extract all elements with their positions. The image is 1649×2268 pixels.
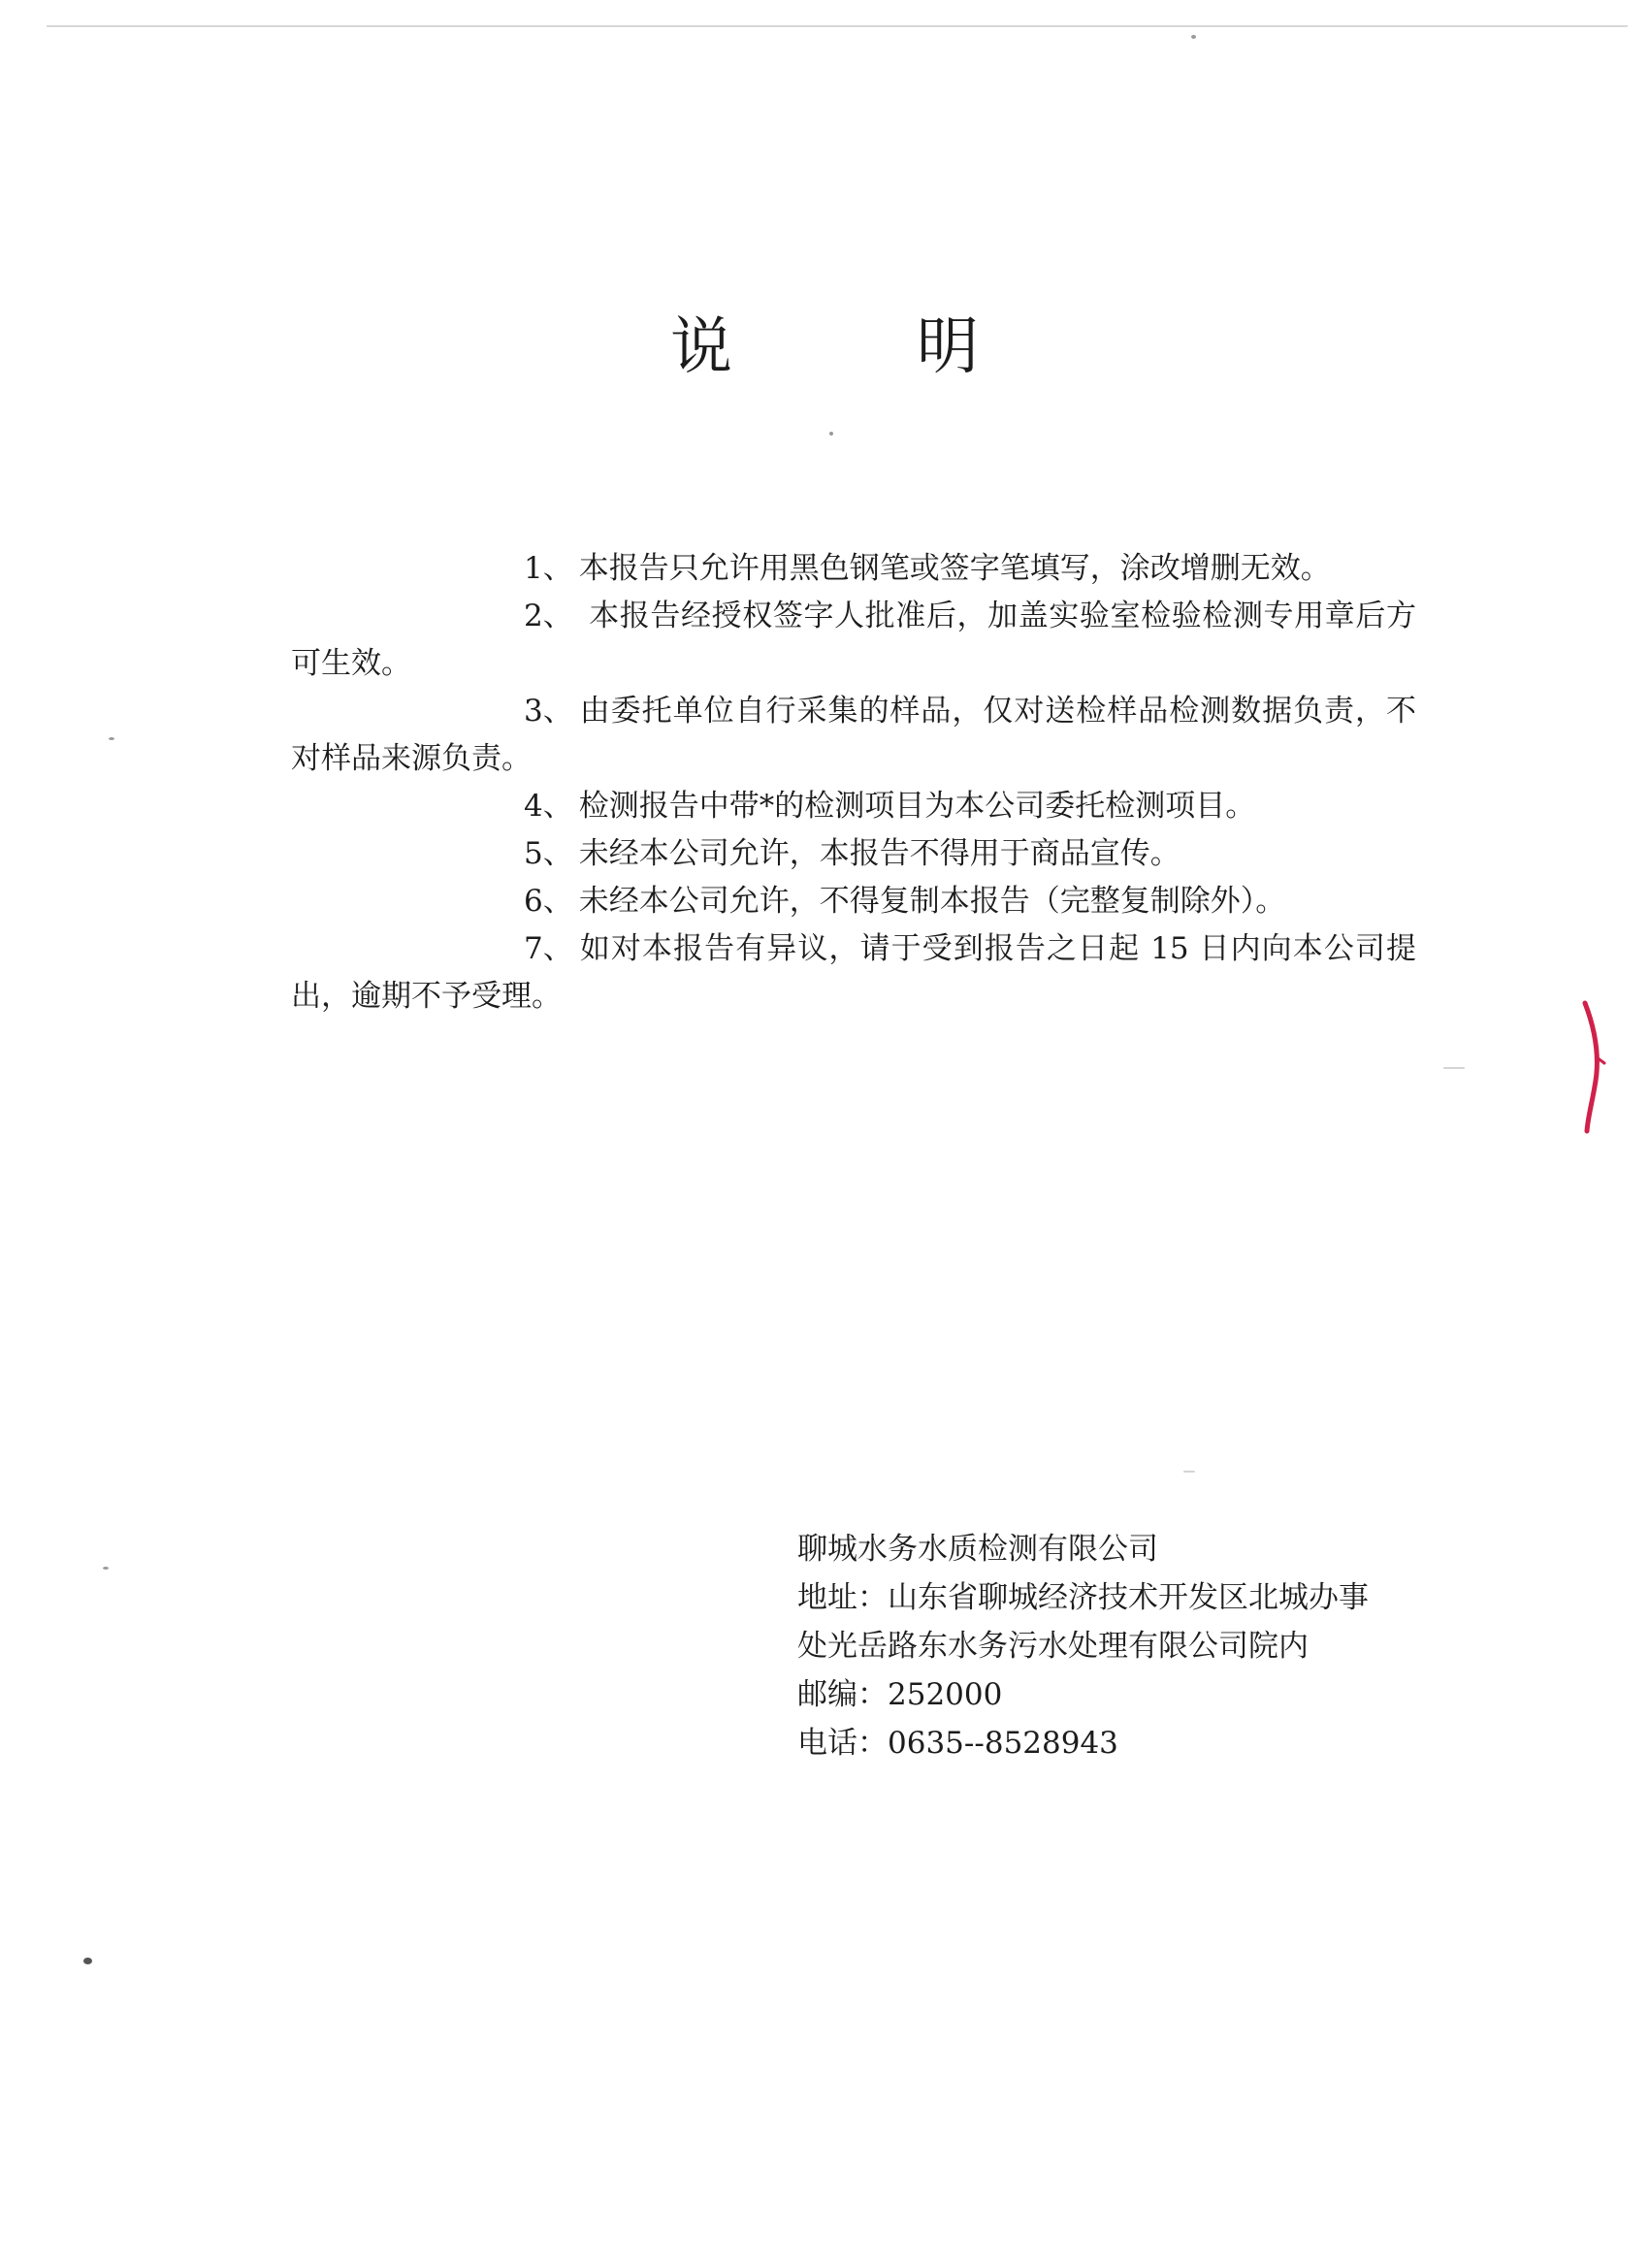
note-item-2: [291, 593, 1416, 688]
page-title: [0, 308, 1649, 386]
note-number: 4、: [524, 789, 573, 824]
note-text: 未经本公司允许，本报告不得用于商品宣传。: [578, 836, 1180, 871]
note-text: 由委托单位自行采集的样品，仅对送检样品检测数据负责，不对样品来源负责。: [291, 694, 1416, 776]
notes-list: [291, 545, 1416, 1021]
scan-speck: [1443, 1067, 1465, 1069]
note-item-3: [291, 688, 1416, 783]
note-item-7: [291, 925, 1416, 1021]
title-char-1: 说: [670, 311, 732, 383]
top-border-line: [47, 25, 1628, 27]
title-char-2: 明: [917, 311, 979, 383]
scan-speck: [83, 1958, 92, 1964]
scan-speck: [103, 1567, 109, 1570]
note-number: 1、: [524, 551, 573, 586]
note-item-1: [291, 545, 1416, 593]
note-number: 5、: [524, 836, 573, 871]
company-phone: 电话：0635--8528943: [797, 1726, 1118, 1761]
company-info: [797, 1525, 1438, 1767]
note-text: 本报告经授权签字人批准后，加盖实验室检验检测专用章后方可生效。: [291, 599, 1416, 681]
note-number: 2、: [524, 599, 573, 633]
scan-speck: [109, 737, 114, 740]
note-text: 本报告只允许用黑色钢笔或签字笔填写，涂改增删无效。: [578, 551, 1331, 586]
scan-speck: [829, 432, 833, 436]
company-address-line2: 处光岳路东水务污水处理有限公司院内: [797, 1629, 1309, 1664]
note-item-5: [291, 830, 1416, 878]
note-item-4: [291, 783, 1416, 830]
scan-speck: [1191, 35, 1196, 39]
note-number: 6、: [524, 884, 573, 919]
note-number: 3、: [524, 694, 573, 729]
seal-edge-mark: [1579, 999, 1608, 1135]
scan-speck: [1183, 1471, 1195, 1473]
company-address-line1: 地址：山东省聊城经济技术开发区北城办事: [797, 1580, 1369, 1615]
company-name: 聊城水务水质检测有限公司: [797, 1532, 1158, 1567]
note-text: 检测报告中带*的检测项目为本公司委托检测项目。: [578, 789, 1256, 824]
company-postcode: 邮编：252000: [797, 1677, 1003, 1712]
note-item-6: [291, 878, 1416, 925]
note-number: 7、: [524, 931, 573, 966]
note-text: 如对本报告有异议，请于受到报告之日起 15 日内向本公司提出，逾期不予受理。: [291, 931, 1416, 1014]
note-text: 未经本公司允许，不得复制本报告（完整复制除外）。: [578, 884, 1286, 919]
